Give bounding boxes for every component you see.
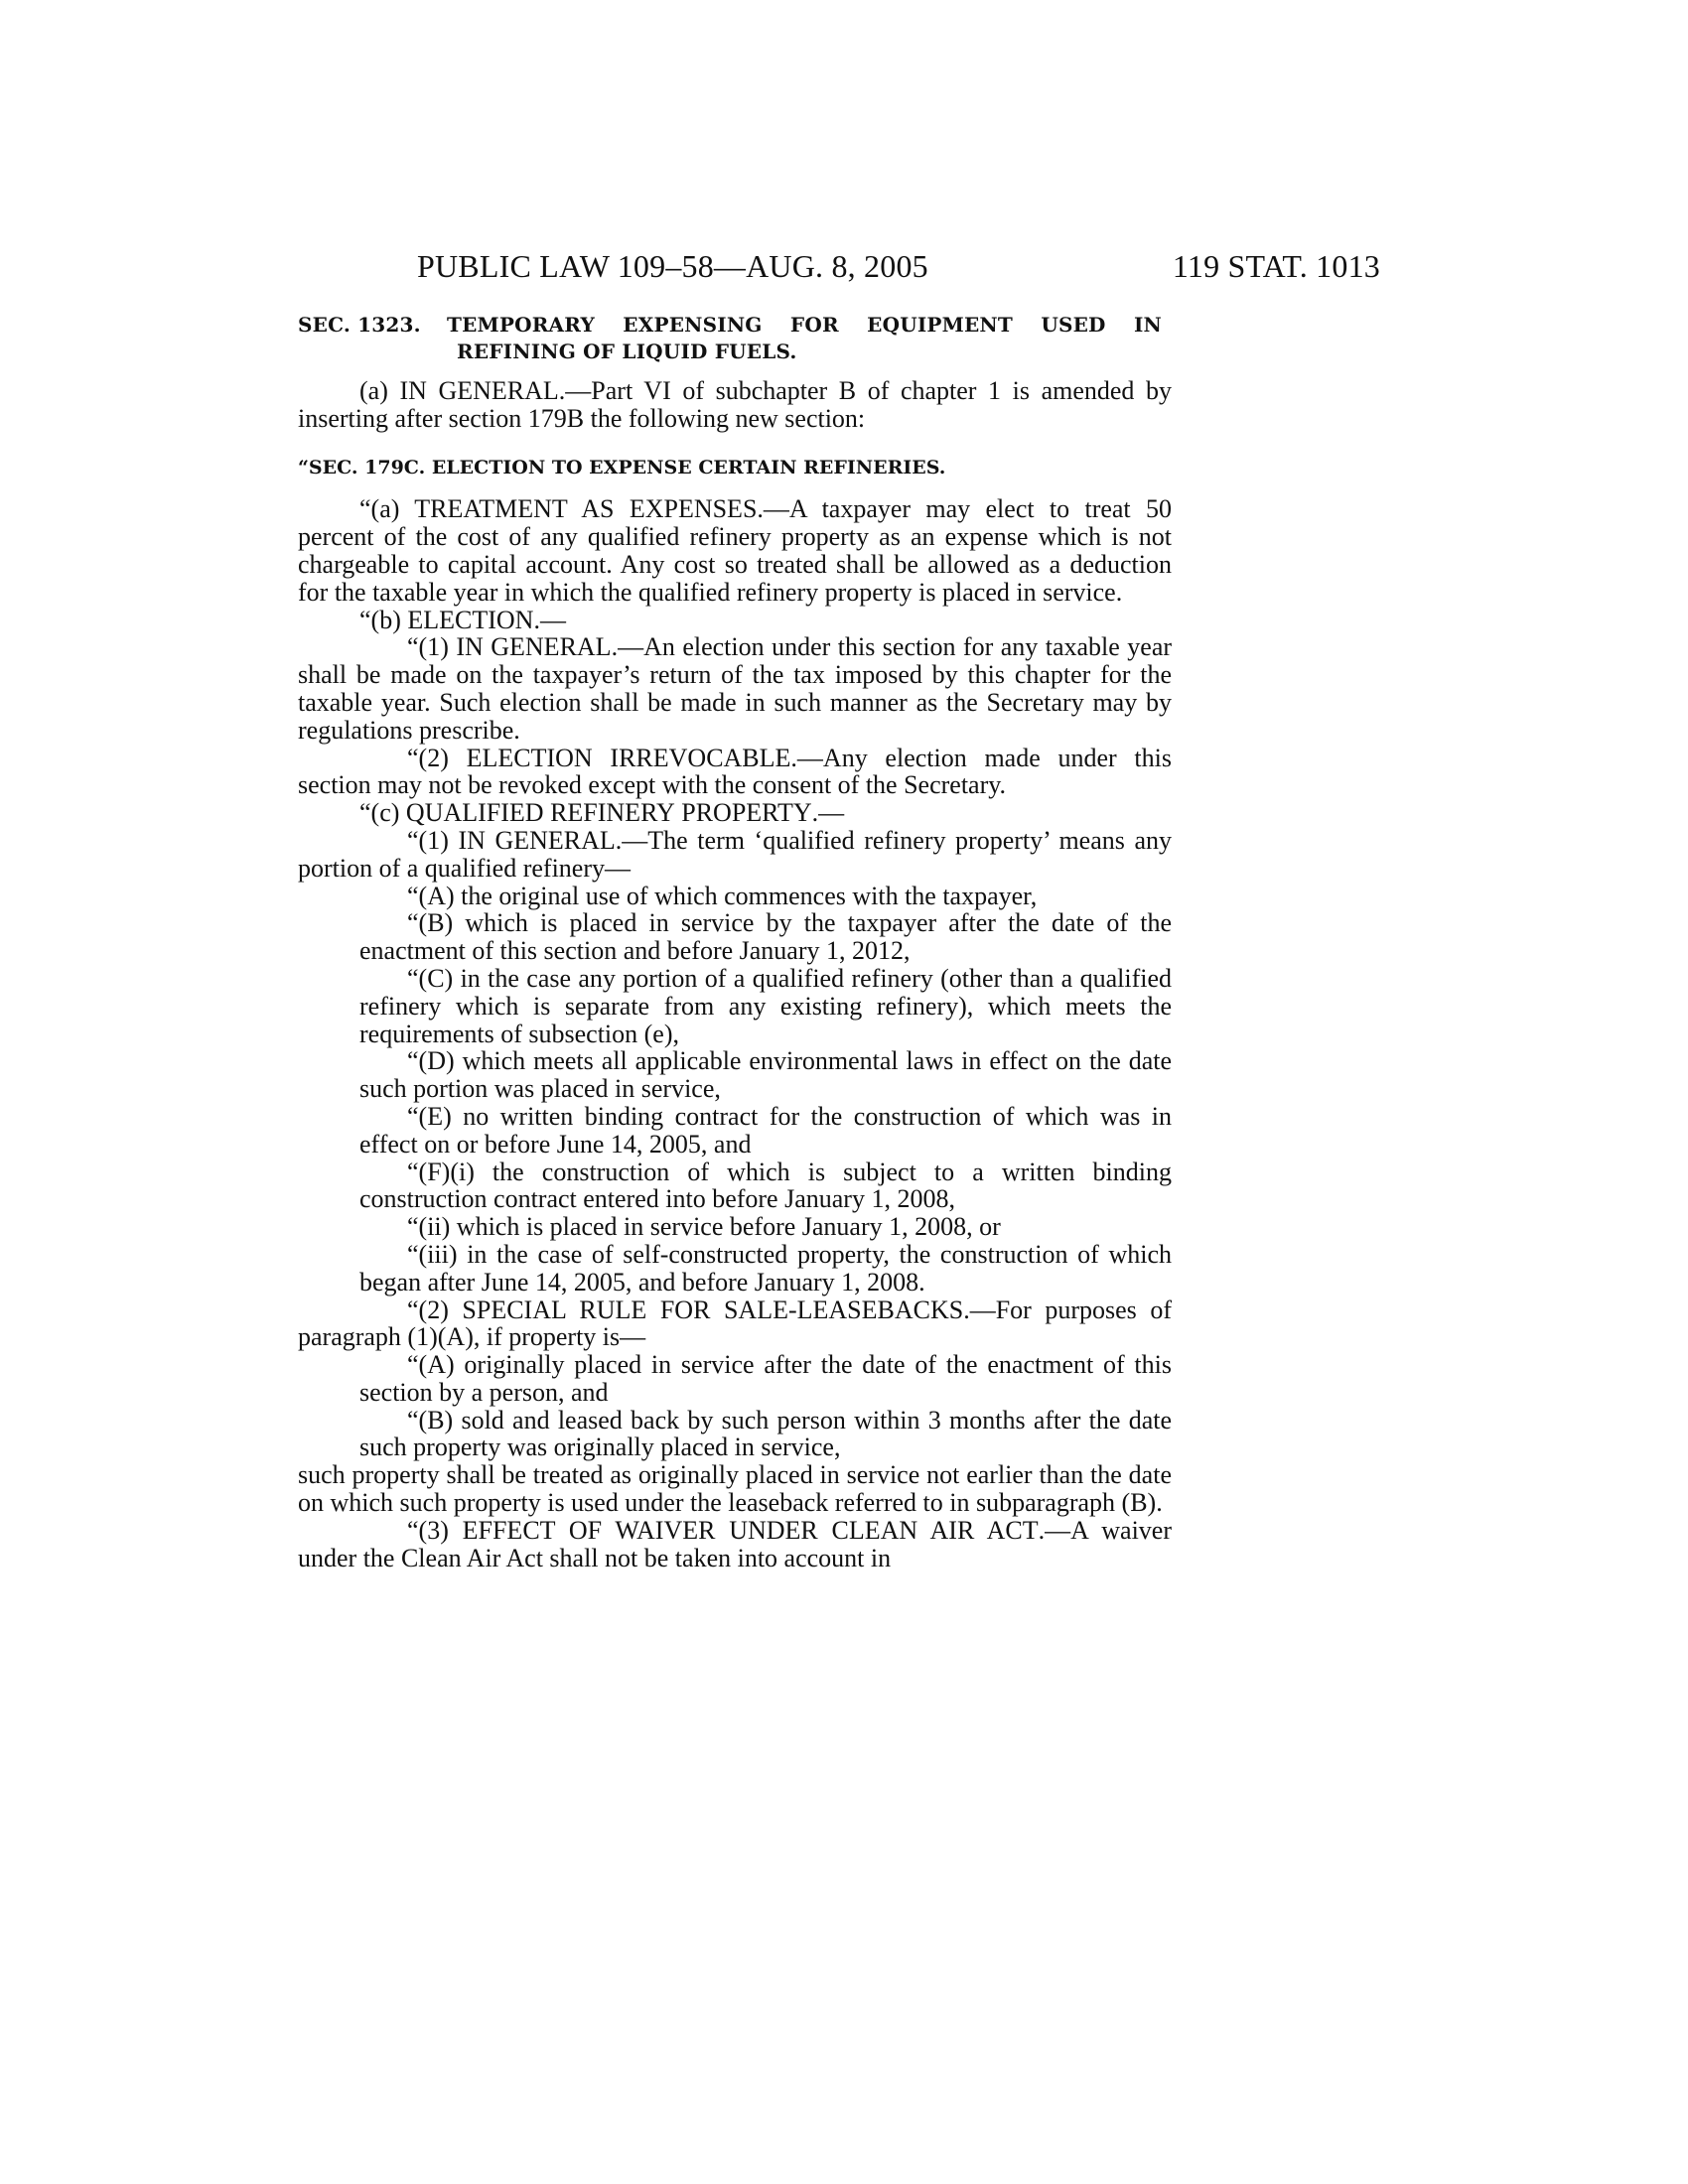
clause-F-i: “(F)(i) the construction of which is subject to a written binding construction contract entered into before January 1, 2008, <box>359 1157 1172 1214</box>
running-header <box>298 238 1380 298</box>
section-number: SEC. 1323. <box>298 313 421 337</box>
paragraph-c-qualified: “(c) QUALIFIED REFINERY PROPERTY.— <box>359 798 845 828</box>
paragraph-b2: “(2) ELECTION IRREVOCABLE.—Any election made under this section may not be revoked except with the consent of the Secretary. <box>298 743 1172 800</box>
clause-C: “(C) in the case any portion of a qualified refinery (other than a qualified refinery which is separate from any existing refinery), which meets the requirements of subsection (e), <box>359 963 1172 1048</box>
paragraph-b1: “(1) IN GENERAL.—An election under this section for any taxable year shall be made on the taxpayer’s return of the tax imposed by this chapter for the taxable year. Such election shall be made in such manner as the Secretary may by regulations prescribe. <box>298 632 1173 745</box>
paragraph-c3: “(3) EFFECT OF WAIVER UNDER CLEAN AIR ACT.—A waiver under the Clean Air Act shall not be taken into account in <box>298 1515 1172 1572</box>
clause-D: “(D) which meets all applicable environmental laws in effect on the date such portion was placed in service, <box>359 1046 1172 1104</box>
clause-2B: “(B) sold and leased back by such person within 3 months after the date such property was originally placed in service, <box>359 1405 1172 1462</box>
paragraph-c1: “(1) IN GENERAL.—The term ‘qualified refinery property’ means any portion of a qualified refinery— <box>298 825 1173 883</box>
clause-F-iii: “(iii) in the case of self-constructed property, the construction of which began after June 14, 2005, and before January 1, 2008. <box>359 1239 1172 1297</box>
paragraph-c2-tail: such property shall be treated as originally placed in service not earlier than the date on which such property is used under the leaseback referred to in subparagraph (B). <box>298 1460 1172 1518</box>
document-page <box>298 238 1380 1571</box>
clause-E: “(E) no written binding contract for the construction of which was in effect on or before June 14, 2005, and <box>359 1101 1172 1159</box>
text-column <box>298 312 1172 1571</box>
clause-F-ii: “(ii) which is placed in service before January 1, 2008, or <box>407 1212 1001 1242</box>
section-title-line1: TEMPORARY EXPENSING FOR EQUIPMENT USED IN <box>447 313 1162 337</box>
paragraph-b-election: “(b) ELECTION.— <box>359 605 566 634</box>
subsection-a: (a) IN GENERAL.—Part VI of subchapter B of chapter 1 is amended by inserting after section 179B the following new section: <box>298 376 1173 433</box>
clause-2A: “(A) originally placed in service after the date of the enactment of this section by a person, and <box>359 1350 1172 1407</box>
header-stat-citation: 119 STAT. 1013 <box>1172 248 1380 284</box>
new-section-heading: “SEC. 179C. ELECTION TO EXPENSE CERTAIN REFINERIES. <box>298 456 946 478</box>
header-title: PUBLIC LAW 109–58—AUG. 8, 2005 <box>417 248 928 284</box>
clause-B: “(B) which is placed in service by the taxpayer after the date of the enactment of this section and before January 1, 2012, <box>359 908 1172 966</box>
paragraph-c2: “(2) SPECIAL RULE FOR SALE-LEASEBACKS.—For purposes of paragraph (1)(A), if property is— <box>298 1295 1172 1352</box>
section-heading <box>298 312 1172 365</box>
section-title-line2: REFINING OF LIQUID FUELS. <box>457 340 797 363</box>
clause-A: “(A) the original use of which commences with the taxpayer, <box>407 881 1038 910</box>
paragraph-a-treatment: “(a) TREATMENT AS EXPENSES.—A taxpayer may elect to treat 50 percent of the cost of any qualified refinery property as an expense which is not chargeable to capital account. Any cost so treated shall be allowed as a deduction for the taxable year in which the qualified refinery property is placed in service. <box>298 494 1172 607</box>
